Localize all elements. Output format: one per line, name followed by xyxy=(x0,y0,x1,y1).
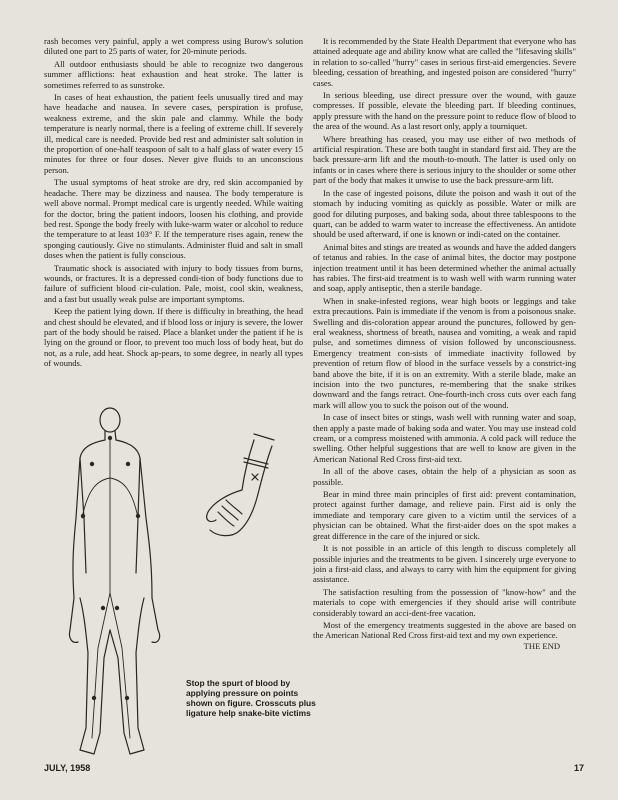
paragraph: It is not possible in an article of this length to discuss completely all possible injuries and the treatments to be given. I sincerely urge everyone to join a first-aid class, and always to carry with him the equipment for giving assistance. xyxy=(313,543,576,585)
paragraph: In serious bleeding, use direct pressure over the wound, with gauze compresses. If possible, elevate the bleeding part. If bleeding continues, apply pressure with the hand on the pressure point to reduce flow of blood to the area of the wound. As a last resort only, apply a tourniquet. xyxy=(313,90,576,132)
paragraph: Bear in mind three main principles of first aid: prevent contamination, protect against further damage, and relieve pain. First aid is only the immediate and temporary care given to a victim until the services of a physician can be obtained. What the first-aider does on the spot makes a great difference in the care of the injured or sick. xyxy=(313,489,576,541)
figure-caption: Stop the spurt of blood by applying pressure on points shown on figure. Crosscuts plus ligature help snake-bite victims xyxy=(186,678,316,718)
paragraph: The usual symptoms of heat stroke are dry, red skin accompanied by headache. There may be dizziness and nausea. The body temperature is well above normal. Prompt medical care is urgently needed. While waiting for the doctor, bring the patient indoors, loosen his clothing, and provide bed rest. Sponge the body freely with luke-warm water or alcohol to reduce the temperature to at least 103° F. If the temperature rises again, renew the sponging cautiously. Give no stimulants. Administer fluid and salt in small doses when the patient is fully conscious. xyxy=(44,177,303,261)
right-column xyxy=(313,36,576,651)
left-column xyxy=(44,36,303,371)
paragraph-text: Most of the emergency treatments suggested in the above are based on the American National Red Cross first-aid text and my own experience. xyxy=(313,619,576,641)
paragraph: Traumatic shock is associated with injury to body tissues from burns, wounds, or fractures. It is a depressed condi-tion of body functions due to failure of sufficient blood cir-culation. Pale, moist, cool skin, weakness, and a fast but usually weak pulse are important symptoms. xyxy=(44,262,303,304)
body-pressure-points-illustration xyxy=(58,398,298,778)
paragraph: All outdoor enthusiasts should be able to recognize two dangerous summer afflictions: heat exhaustion and heat stroke. The latter is sometimes referred to as sunstroke. xyxy=(44,58,303,90)
paragraph: In case of insect bites or stings, wash well with running water and soap, then apply a paste made of baking soda and water. You may use instead cold cream, or a compress moistened with ammonia. A cold pack will reduce the swelling. Other helpful suggestions that are well to know are given in the American National Red Cross first-aid text. xyxy=(313,412,576,464)
end-mark: THE END xyxy=(523,640,560,651)
paragraph: Animal bites and stings are treated as wounds and have the added dangers of tetanus and rabies. In the case of animal bites, the doctor may postpone injection treatment until it has been determined whether the animal actually has rabies. The first-aid treatment is to wash well with warm running water and soap, apply antiseptic, then a sterile bandage. xyxy=(313,241,577,294)
paragraph: When in snake-infested regions, wear high boots or leggings and take extra precautions. Pain is immediate if the venom is from a poisonous snake. Swelling and dis-coloration appear around the punctures, followed by gen-eral weakness, shortness of breath, nausea and vomiting, a weak and rapid pulse, and sometimes dimness of vision followed by unconsciousness. Emergency treatment con-sists of immediate inactivity followed by prevention of return flow of blood in the surface vessels by a constrict-ing band above the bite, if it is on an extremity. With a sterile blade, make an incision into the two punctures, re-membering that the snake strikes downward and the fangs retract. One-fourth-inch cross cuts over each fang mark will allow you to suck the poison out of the wound. xyxy=(313,295,576,410)
page-number: 17 xyxy=(574,763,585,773)
paragraph: The satisfaction resulting from the possession of "know-how" and the materials to cope with emergencies if they should arise will contribute considerably toward an acci-dent-free vacation. xyxy=(313,586,576,618)
paragraph: In the case of ingested poisons, dilute the poison and wash it out of the stomach by inducing vomiting as quickly as possible. Water or milk are good for diluting purposes, and baking soda, about three tablespoons to the quart, can be added to warm water to increase the effectiveness. An antidote should be used afterward, if one is known or indi-cated on the container. xyxy=(313,187,576,240)
paragraph: Where breathing has ceased, you may use either of two methods of artificial respiration. These are both taught in standard first aid. They are the back pressure-arm lift and the mouth-to-mouth. The latter is used only on infants or in cases where there is serious injury to the shoulder or some other part of the body that makes it unwise to use the back pressure-arm lift. xyxy=(313,133,576,186)
paragraph xyxy=(313,619,576,651)
paragraph: In cases of heat exhaustion, the patient feels unusually tired and may have headache and nausea. In severe cases, perspiration is profuse, weakness extreme, and the skin pale and clammy. While the body temperature is nearly normal, there is a feeling of extreme chill. If severely ill, medical care is needed. Provide bed rest and administer salt solution in the proportion of one-half teaspoon of salt to a half glass of water every 15 minutes for three or four doses. Never give fluids to an unconscious person. xyxy=(44,92,303,175)
paragraph: rash becomes very painful, apply a wet compress using Burow's solution diluted one part to 25 parts of water, for 20-minute periods. xyxy=(44,36,303,57)
paragraph: It is recommended by the State Health Department that everyone who has attained adequate age and ability know what are called the "lifesaving skills" in relation to so-called "hurry" cases in serious first-aid emergencies. Severe bleeding, cessation of breathing, and ingested poison are considered "hurry" cases. xyxy=(313,36,576,88)
paragraph: Keep the patient lying down. If there is difficulty in breathing, the head and chest should be elevated, and if blood loss or injury is severe, the lower part of the body should be raised. Place a blanket under the patient if he is lying on the ground or floor, to prevent too much loss of body heat, but do not, as a rule, add heat. Shock ap-pears, to some degree, in nearly all types of wounds. xyxy=(44,306,303,369)
paragraph: In all of the above cases, obtain the help of a physician as soon as possible. xyxy=(313,466,576,487)
footer-date: JULY, 1958 xyxy=(44,763,91,773)
